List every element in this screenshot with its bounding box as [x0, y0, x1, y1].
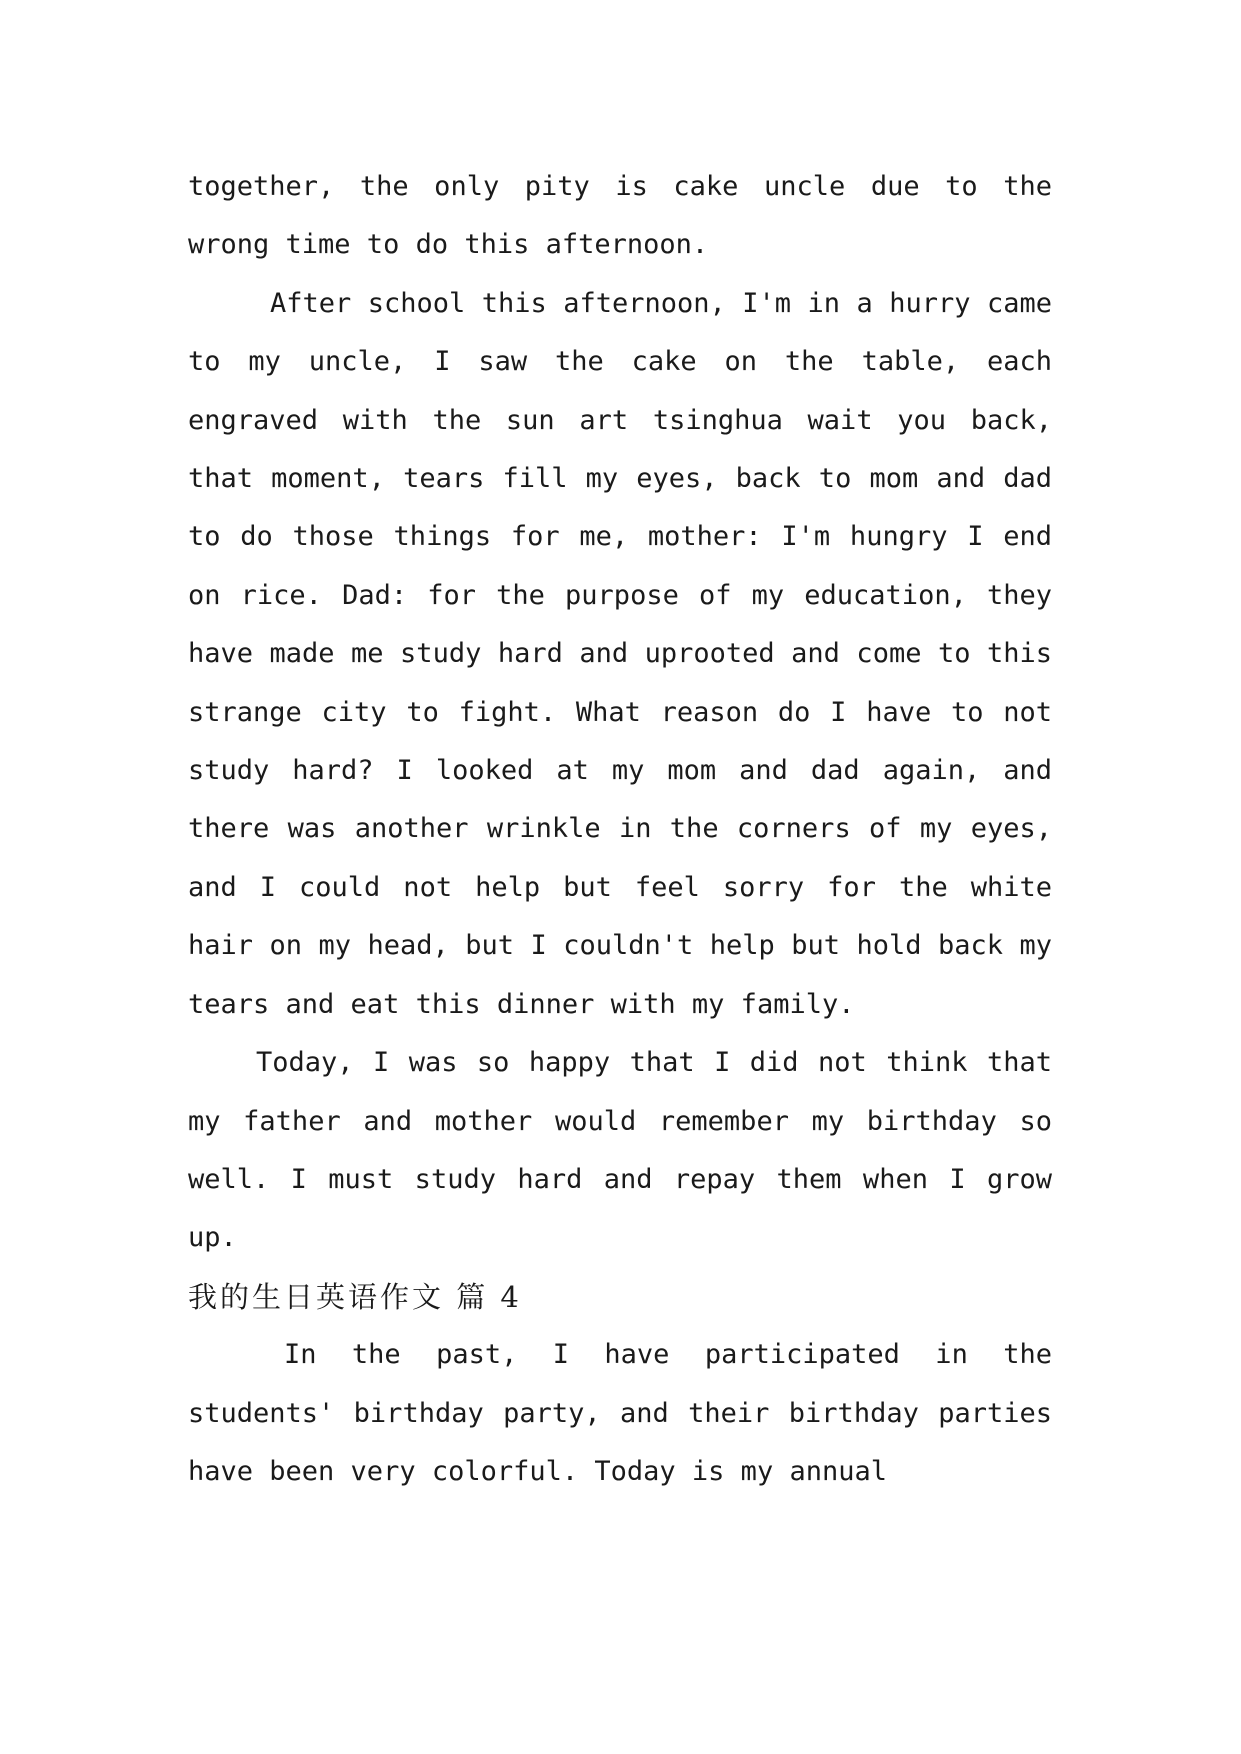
- paragraph-in-the-past: In the past, I have participated in the students' birthday party, and their birthday parties have been very colorful. Today is my annual: [188, 1339, 1052, 1487]
- paragraph-today: Today, I was so happy that I did not think that my father and mother would remember my birthday so well. I must study hard and repay them when I grow up.: [188, 1047, 1052, 1254]
- paragraph-continuation: together, the only pity is cake uncle due to the wrong time to do this afternoon.: [188, 171, 1052, 261]
- document-body: [188, 158, 1052, 1501]
- paragraph-after-school: After school this afternoon, I'm in a hurry came to my uncle, I saw the cake on the table, each engraved with the sun art tsinghua wait you back, that moment, tears fill my eyes, back to mom and dad to do those things for me, mother: I'm hungry I end on rice. Dad: for the purpose of my education, they have made me study hard and uprooted and come to this strange city to fight. What reason do I have to not study hard? I looked at my mom and dad again, and there was another wrinkle in the corners of my eyes, and I could not help but feel sorry for the white hair on my head, but I couldn't help but hold back my tears and eat this dinner with my family.: [188, 287, 1052, 1020]
- section-heading: 我的生日英语作文 篇 4: [188, 1279, 522, 1314]
